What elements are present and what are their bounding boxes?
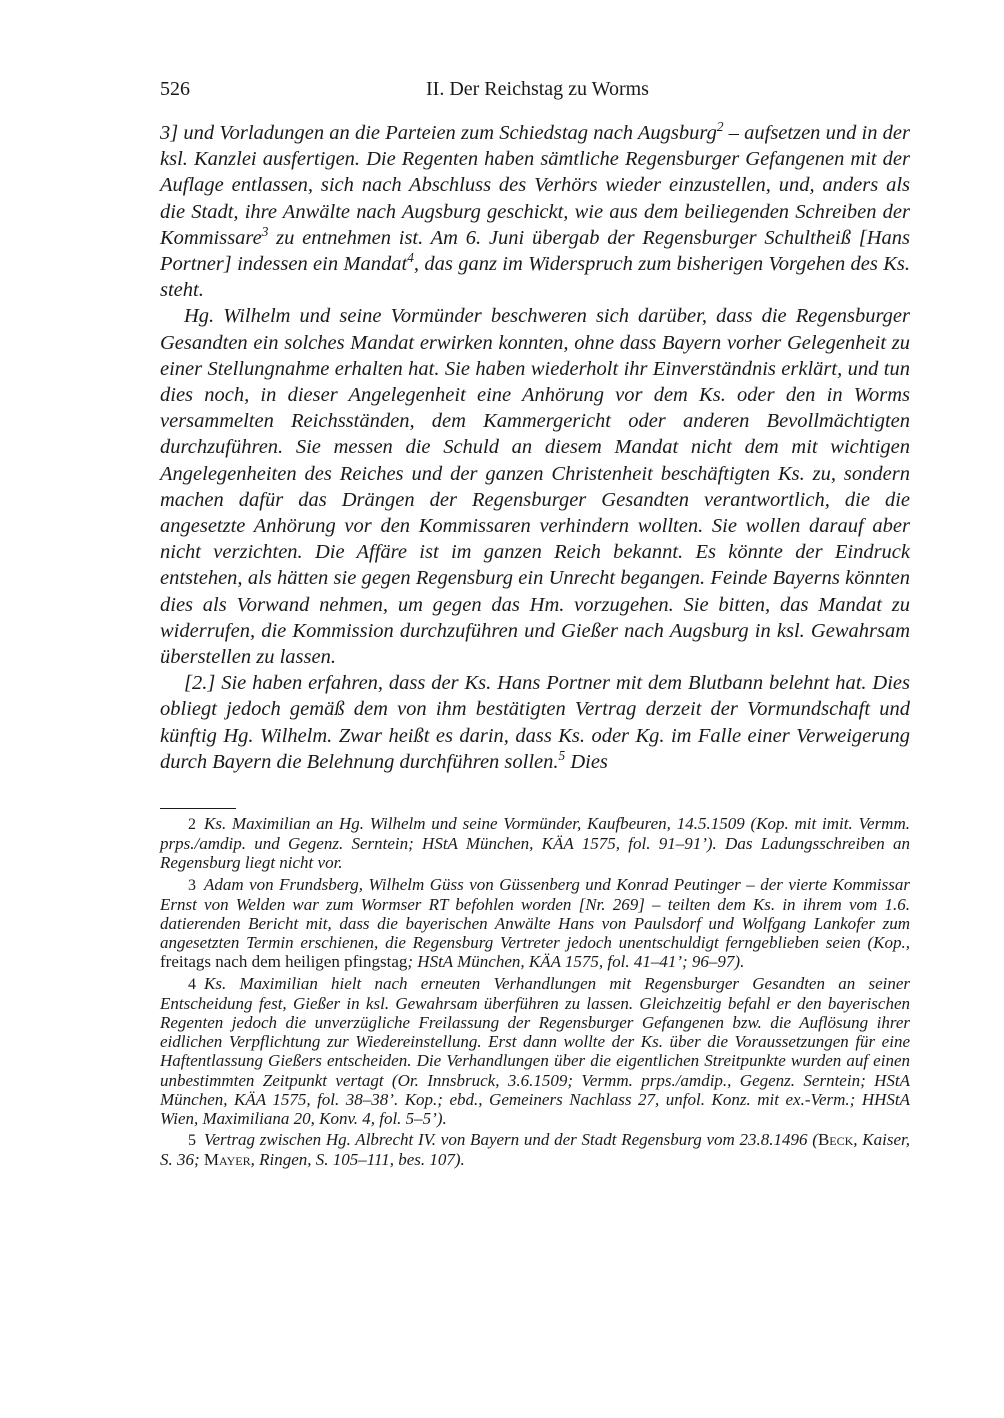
text-segment: [2.] Sie haben erfahren, dass der Ks. Hans Portner mit dem Blutbann belehnt hat. Dies obliegt jedoch gemäß dem von ihm bestätigten Vertrag derzeit der Vormundschaft und künftig Hg. Wilhelm. Zwar heißt es darin, dass Ks. oder Kg. im Falle einer Verweigerung durch Bayern die Belehnung durchführen sollen. (160, 672, 910, 773)
paragraph-3 (160, 670, 910, 775)
main-text (160, 120, 910, 775)
footnote-text: , Kaiser, S. 36; (160, 1130, 910, 1170)
footnote-ref-3: 3 (261, 223, 269, 239)
footnote-3 (160, 875, 910, 972)
author-name: Beck (817, 1130, 854, 1150)
footnote-text: Ks. Maximilian an Hg. Wilhelm und seine Vormünder, Kaufbeuren, 14.5.1509 (Kop. mit imit. Vermm. prps./amdip. und Gegenz. Serntein; HStA München, KÄA 1575, fol. 91–91’). Das Ladungsschreiben an Regensburg liegt nicht vor. (160, 814, 910, 873)
footnote-number: 5 (188, 1132, 196, 1150)
author-name: Mayer (203, 1150, 251, 1170)
paragraph-2: Hg. Wilhelm und seine Vormünder beschweren sich darüber, dass die Regensburger Gesandten ein solches Mandat erwirken konnten, ohne dass Bayern vorher Gelegenheit zu einer Stellungnahme erhalten hat. Sie haben wiederholt ihr Einverständnis erklärt, und tun dies noch, in dieser Angelegenheit eine Anhörung vor dem Ks. oder den in Worms versammelten Reichsständen, dem Kammergericht oder anderen Bevollmächtigten durchzuführen. Sie messen die Schuld an diesem Mandat nicht dem mit wichtigen Angelegenheiten des Reiches und der ganzen Christenheit beschäftigten Ks. zu, sondern machen dafür das Drängen der Regensburger Gesandten verantwortlich, die die angesetzte Anhörung vor den Kommissaren verhindern wollten. Sie wollen darauf aber nicht verzichten. Die Affäre ist im ganzen Reich bekannt. Es könnte der Eindruck entstehen, als hätten sie gegen Regensburg ein Unrecht begangen. Feinde Bayerns könnten dies als Vorwand nehmen, um gegen das Hm. vorzugehen. Sie bitten, das Mandat zu widerrufen, die Kommission durchzuführen und Gießer nach Augsburg in ksl. Gewahrsam überstellen zu lassen. (160, 305, 910, 669)
footnote-text: Ks. Maximilian hielt nach erneuten Verhandlungen mit Regensburger Gesandten an seiner Entscheidung fest, Gießer in ksl. Gewahrsam überführen zu lassen. Gleichzeitig befahl er den bayerischen Regenten jedoch die unverzügliche Freilassung der Regensburger Gefangenen bzw. die Auflösung ihrer eidlichen Verpflichtung zur Wiedereinstellung. Erst dann wollte der Ks. über die Voraussetzungen für eine Haftentlassung Gießers entscheiden. Die Verhandlungen über die eigentlichen Streitpunkte wurden auf einen unbestimmten Zeitpunkt vertagt (Or. Innsbruck, 3.6.1509; Vermm. prps./amdip., Gegenz. Serntein; HStA München, KÄA 1575, fol. 38–38’. Kop.; ebd., Gemeiners Nachlass 27, unfol. Konz. mit ex.-Verm.; HHStA Wien, Maximiliana 20, Konv. 4, fol. 5–5’). (160, 973, 910, 1129)
footnote-text: Adam von Frundsberg, Wilhelm Güss von Güssenberg und Konrad Peutinger – der vierte Kommissar Ernst von Welden war zum Wormser RT befohlen worden [Nr. 269] – teilten dem Ks. in ihrem vom 1.6. datierenden Bericht mit, dass die bayerischen Anwälte Hans von Paulsdorf und Wolfgang Lankofer zum angesetzten Termin erschienen, die Regensburg Vertreter jedoch unentschuldigt ferngeblieben seien (Kop., (160, 874, 910, 953)
text-segment: zu entnehmen ist. Am 6. Juni übergab der Regensburger Schultheiß [Hans Portner] indessen ein Mandat (160, 226, 910, 276)
text-segment: , das ganz im Widerspruch zum bisherigen Vorgehen des Ks. steht. (160, 253, 911, 302)
footnote-text: Vertrag zwischen Hg. Albrecht IV. von Bayern und der Stadt Regensburg vom 23.8.1496 ( (204, 1130, 818, 1150)
footnote-separator (160, 808, 236, 809)
running-head (160, 78, 910, 108)
footnote-text: ; HStA München, KÄA 1575, fol. 41–41’; 96–97). (407, 952, 745, 972)
footnote-number: 4 (188, 975, 196, 993)
footnote-ref-5: 5 (558, 747, 566, 763)
paragraph-1 (160, 120, 910, 303)
footnote-4 (160, 974, 910, 1129)
footnote-5 (160, 1130, 910, 1169)
text-segment: 3] und Vorladungen an die Parteien zum Schiedstag nach Augsburg (160, 122, 717, 144)
footnote-ref-2: 2 (716, 119, 724, 135)
footnote-ref-4: 4 (407, 250, 414, 266)
running-title: II. Der Reichstag zu Worms (426, 78, 649, 100)
footnotes (160, 814, 910, 1172)
footnote-number: 2 (188, 816, 196, 833)
footnote-quote: freitags nach dem heiligen pfingstag (160, 952, 408, 972)
footnote-2 (160, 814, 910, 873)
footnote-text: , Ringen, S. 105–111, bes. 107). (250, 1150, 465, 1170)
footnote-number: 3 (188, 876, 196, 894)
text-segment: Dies (565, 750, 608, 773)
text-segment: – aufsetzen und in der ksl. Kanzlei ausfertigen. Die Regenten haben sämtliche Regensburger Gefangenen mit der Auflage entlassen, sich nach Abschluss des Verhörs wieder einzustellen, und, anders als die Stadt, ihre Anwälte nach Augsburg geschickt, wie aus dem beiliegenden Schreiben der Kommissare (160, 122, 910, 249)
page-number: 526 (160, 78, 190, 100)
